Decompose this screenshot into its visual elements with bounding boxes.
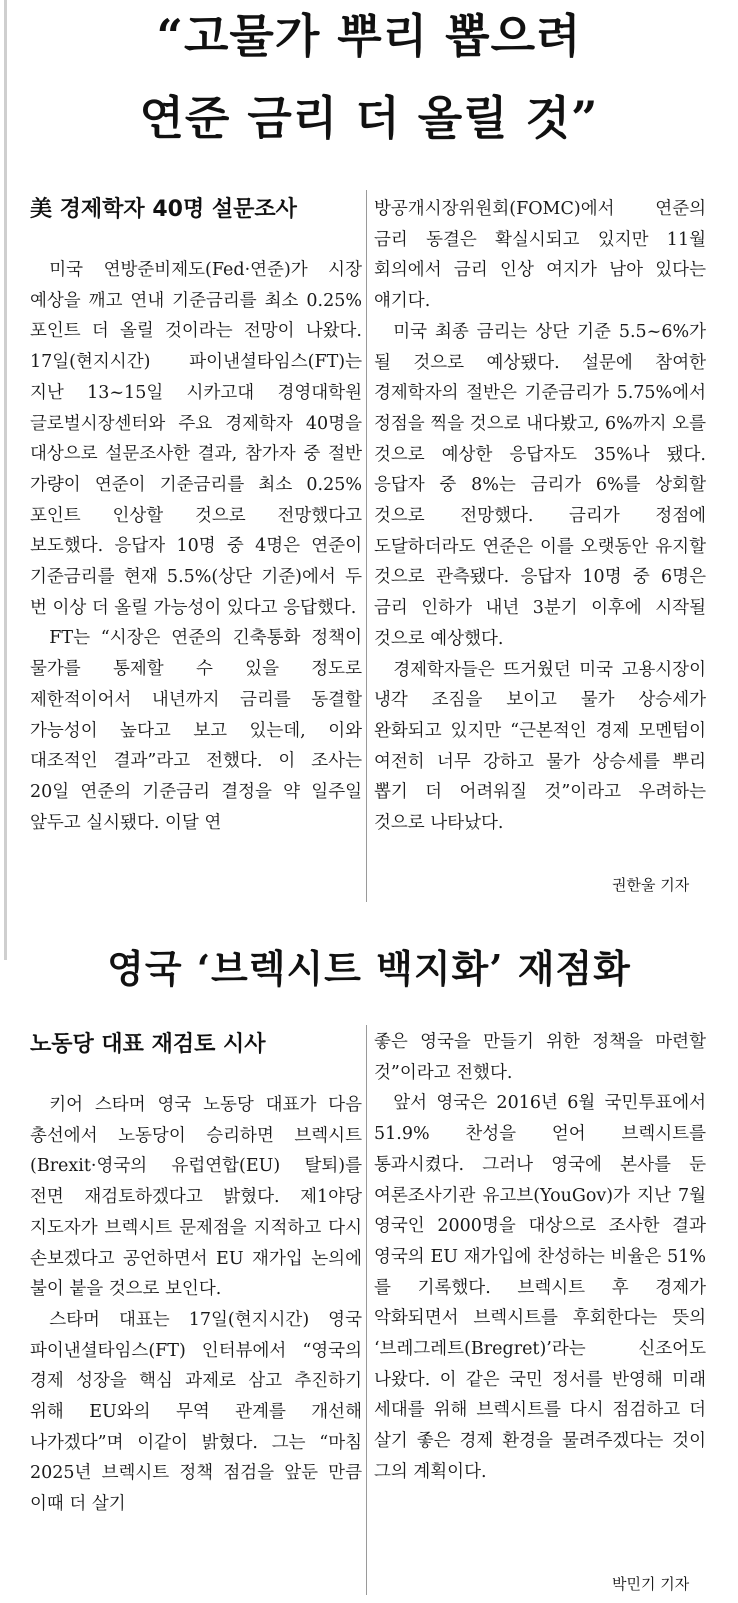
- article2-right-paragraph-1: 좋은 영국을 만들기 위한 정책을 마련할 것”이라고 전했다.: [374, 1032, 706, 1083]
- article1-subhead: 美 경제학자 40명 설문조사: [30, 197, 297, 222]
- article1-right-column: [374, 194, 706, 839]
- article2-right-paragraph-2: 앞서 영국은 2016년 6월 국민투표에서 51.9% 찬성을 얻어 브렉시트를 통과시켰다. 그러나 영국에 본사를 둔 여론조사기관 유고브(YouGov)가 지난 7월 영국인 2000명을 대상으로 조사한 결과 영국의 EU 재가입에 찬성하는 비율은 51%를 기록했다. 브렉시트 후 경제가 악화되면서 브렉시트를 후회한다는 뜻의 ‘브레그레트(Bregret)’라는 신조어도 나왔다. 이 같은 국민 정서를 반영해 미래 세대를 위해 브렉시트를 다시 점검하고 더 살기 좋은 경제 환경을 물려주겠다는 것이 그의 계획이다.: [374, 1093, 706, 1482]
- article1-column-divider: [366, 190, 367, 902]
- article2-headline: 영국 ‘브렉시트 백지화’ 재점화: [107, 946, 631, 991]
- article2-left-column: [30, 1090, 362, 1520]
- article2-right-column: [374, 1027, 706, 1488]
- article1-headline-line2: 연준 금리 더 올릴 것”: [139, 91, 599, 145]
- article1-headline-line1: “고물가 뿌리 뽑으려: [156, 9, 582, 63]
- article2-left-paragraph-1: 키어 스타머 영국 노동당 대표가 다음 총선에서 노동당이 승리하면 브렉시트(Brexit·영국의 유럽연합(EU) 탈퇴)를 전면 재검토하겠다고 밝혔다. 제1야당 지도자가 브렉시트 문제점을 지적하고 다시 손보겠다고 공언하면서 EU 재가입 논의에 불이 붙을 것으로 보인다.: [30, 1095, 362, 1300]
- article1-left-paragraph-2: FT는 “시장은 연준의 긴축통화 정책이 물가를 통제할 수 있을 정도로 제한적이어서 내년까지 금리를 동결할 가능성이 높다고 보고 있는데, 이와 대조적인 결과”라고 전했다. 이 조사는 20일 연준의 기준금리 결정을 약 일주일 앞두고 실시됐다. 이달 연: [30, 628, 362, 833]
- article2-column-divider: [366, 1025, 367, 1595]
- article2-subhead: 노동당 대표 재검토 시사: [30, 1032, 266, 1057]
- article1-left-paragraph-1: 미국 연방준비제도(Fed·연준)가 시장 예상을 깨고 연내 기준금리를 최소 0.25%포인트 더 올릴 것이라는 전망이 나왔다. 17일(현지시간) 파이낸셜타임스(FT)는 지난 13~15일 시카고대 경영대학원 글로벌시장센터와 주요 경제학자 40명을 대상으로 설문조사한 결과, 참가자 중 절반 가량이 연준이 기준금리를 최소 0.25%포인트 인상할 것으로 전망했다고 보도했다. 응답자 10명 중 4명은 연준이 기준금리를 현재 5.5%(상단 기준)에서 두 번 이상 더 올릴 가능성이 있다고 응답했다.: [30, 260, 362, 618]
- article1-byline: 권한울 기자: [612, 876, 690, 894]
- article2-left-paragraph-2: 스타머 대표는 17일(현지시간) 영국 파이낸셜타임스(FT) 인터뷰에서 “영국의 경제 성장을 핵심 과제로 삼고 추진하기 위해 EU와의 무역 관계를 개선해 나가겠다”며 이같이 밝혔다. 그는 “마침 2025년 브렉시트 정책 점검을 앞둔 만큼 이때 더 살기: [30, 1309, 362, 1515]
- article1-left-column: [30, 255, 362, 838]
- article1-right-paragraph-1: 방공개시장위원회(FOMC)에서 연준의 금리 동결은 확실시되고 있지만 11월 회의에서 금리 인상 여지가 남아 있다는 얘기다.: [374, 199, 706, 312]
- article2-byline: 박민기 기자: [612, 1575, 690, 1593]
- article1-right-paragraph-2: 미국 최종 금리는 상단 기준 5.5~6%가 될 것으로 예상됐다. 설문에 참여한 경제학자의 절반은 기준금리가 5.75%에서 정점을 찍을 것으로 내다봤고, 6%까지 오를 것으로 예상한 응답자도 35%나 됐다. 응답자 중 8%는 금리가 6%를 상회할 것으로 전망했다. 금리가 정점에 도달하더라도 연준은 이를 오랫동안 유지할 것으로 관측됐다. 응답자 10명 중 6명은 금리 인하가 내년 3분기 이후에 시작될 것으로 예상했다.: [374, 321, 706, 649]
- article1-right-paragraph-3: 경제학자들은 뜨거웠던 미국 고용시장이 냉각 조짐을 보이고 물가 상승세가 완화되고 있지만 “근본적인 경제 모멘텀이 여전히 너무 강하고 물가 상승세를 뿌리 뽑기 더 어려워질 것”이라고 우려하는 것으로 나타났다.: [374, 659, 706, 834]
